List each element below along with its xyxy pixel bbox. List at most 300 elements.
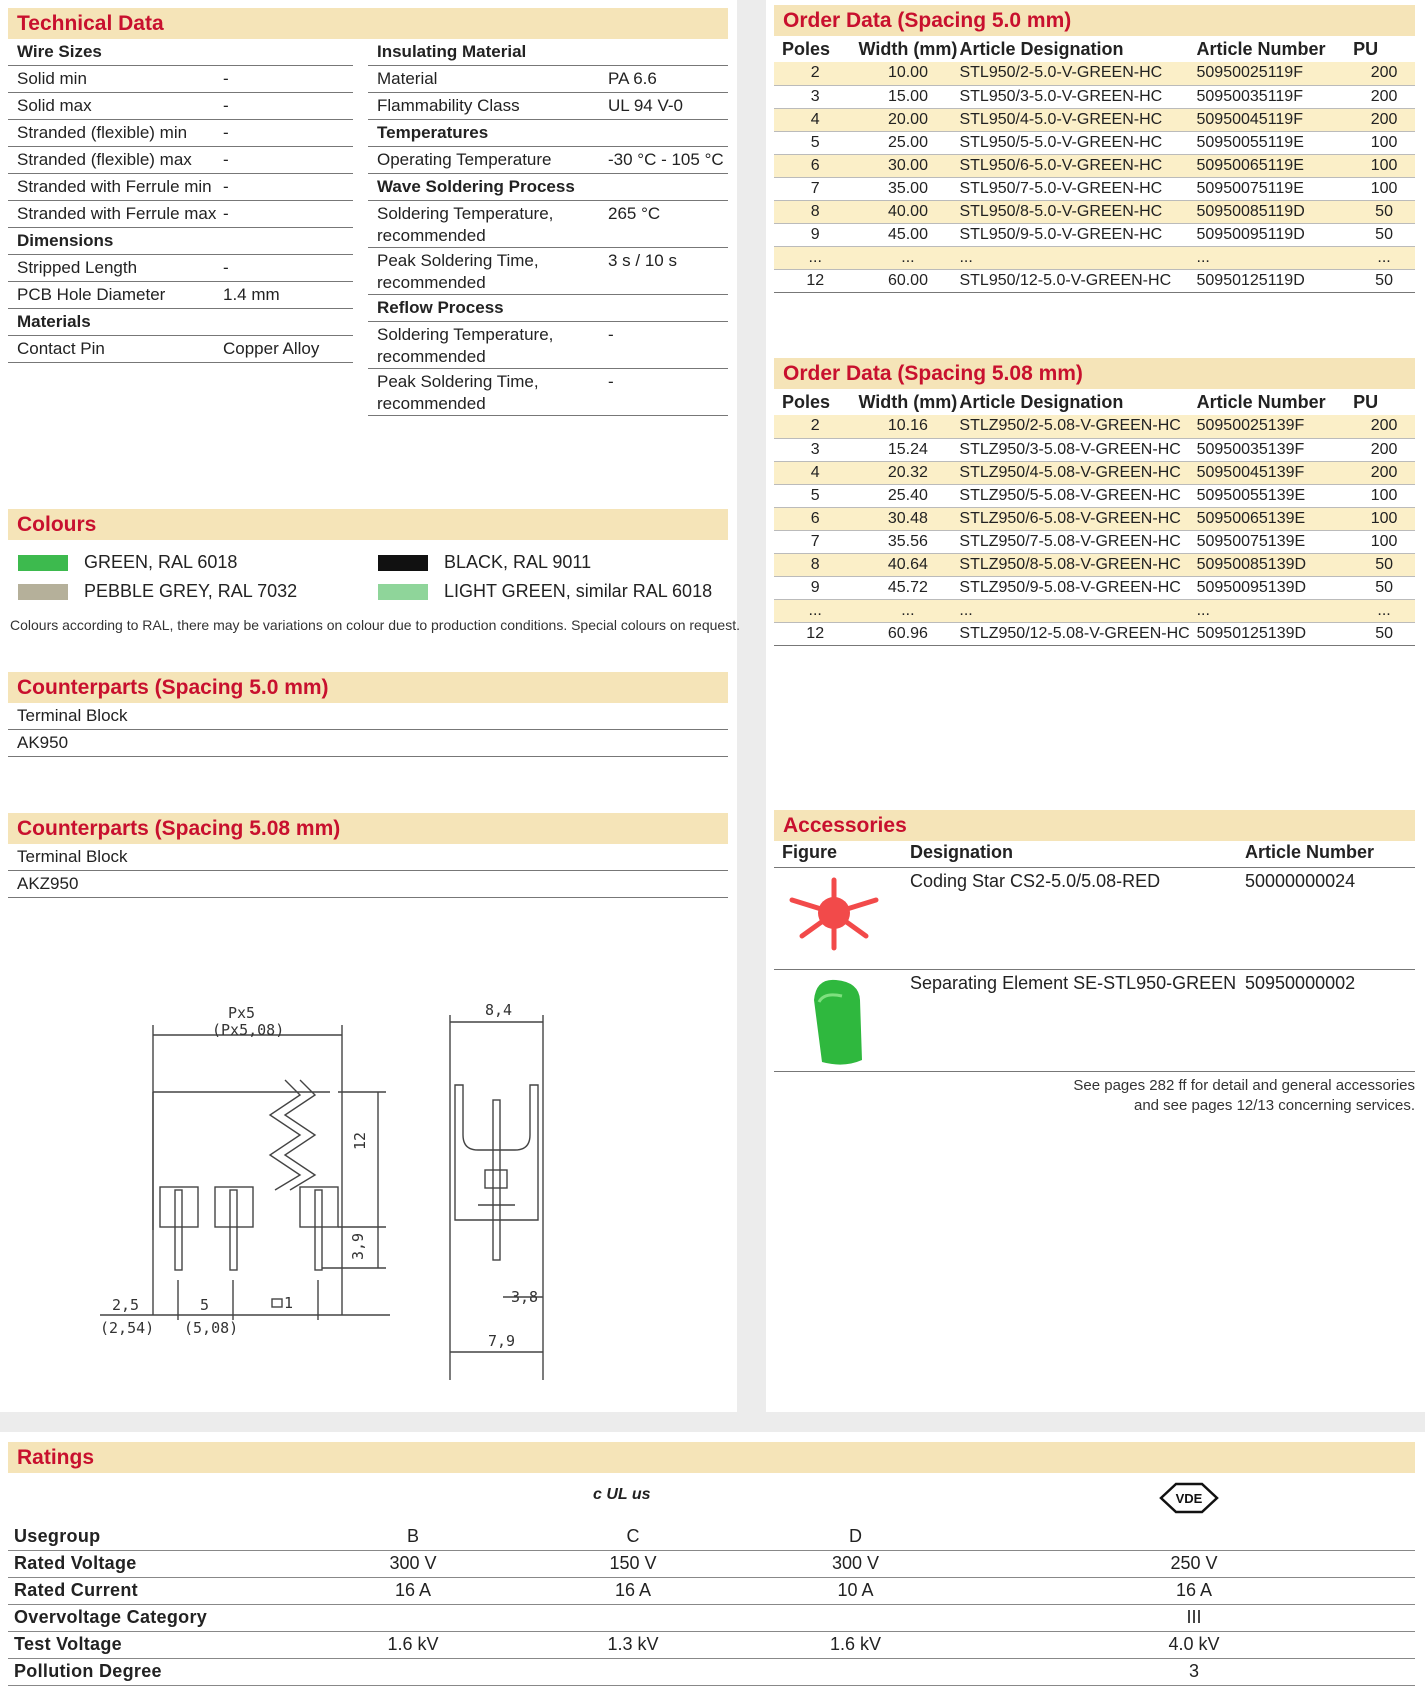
acc-article: 50000000024 xyxy=(1245,871,1356,891)
order-column-header: PU xyxy=(1353,39,1379,59)
rating-value: 10 A xyxy=(738,1577,973,1604)
spec-label: Stripped Length xyxy=(17,258,138,277)
spec-label: Stranded (flexible) min xyxy=(17,123,188,142)
order-cell: STL950/9-5.0-V-GREEN-HC xyxy=(959,223,1196,246)
order-cell: 50 xyxy=(1353,269,1415,292)
order-row xyxy=(774,507,1415,530)
order-cell: 50950055119E xyxy=(1197,131,1354,154)
order-cell: 50 xyxy=(1353,553,1415,576)
order-508-header: Order Data (Spacing 5.08 mm) xyxy=(774,358,1415,389)
section-heading: Materials xyxy=(17,312,91,331)
order-cell: 35.00 xyxy=(856,177,959,200)
spec-row xyxy=(368,93,728,120)
accessories-note-line1: See pages 282 ff for detail and general accessories xyxy=(1073,1077,1415,1094)
acc-col-article: Article Number xyxy=(1245,842,1375,862)
colour-label: PEBBLE GREY, RAL 7032 xyxy=(84,581,298,601)
order-cell: ... xyxy=(959,599,1196,622)
order-cell: 7 xyxy=(774,530,856,553)
spec-row xyxy=(368,201,728,248)
order-cell: 20.32 xyxy=(856,461,959,484)
section-heading: Insulating Material xyxy=(377,42,527,61)
counterpart-value-row xyxy=(8,730,728,757)
rating-label: Pollution Degree xyxy=(8,1658,298,1685)
order-cell: 20.00 xyxy=(856,108,959,131)
ratings-panel xyxy=(0,1432,1425,1701)
front-view xyxy=(100,1025,390,1320)
order-50-table xyxy=(774,37,1415,293)
order-header-row xyxy=(774,390,1415,415)
colour-light-green xyxy=(378,581,712,602)
spec-row xyxy=(8,336,353,363)
order-508-table xyxy=(774,390,1415,646)
section-heading-row xyxy=(8,309,353,336)
rating-label: Test Voltage xyxy=(8,1631,298,1658)
counterpart-label-row xyxy=(8,703,728,730)
ratings-table-wrap xyxy=(8,1523,1415,1686)
order-row xyxy=(774,200,1415,223)
rating-label: Usegroup xyxy=(8,1523,298,1550)
order-cell: ... xyxy=(856,599,959,622)
spec-row xyxy=(8,201,353,228)
rating-value: 300 V xyxy=(298,1550,528,1577)
order-cell: STL950/12-5.0-V-GREEN-HC xyxy=(959,269,1196,292)
separating-element-icon xyxy=(774,970,910,1071)
rating-value: 16 A xyxy=(973,1577,1415,1604)
spec-label: Stranded with Ferrule max xyxy=(17,204,217,223)
spec-row xyxy=(368,369,728,416)
spec-value: 3 s / 10 s xyxy=(608,251,677,270)
section-heading-row xyxy=(8,39,353,66)
order-cell: 200 xyxy=(1353,108,1415,131)
order-cell: 200 xyxy=(1353,461,1415,484)
spec-value xyxy=(223,230,353,254)
spec-value: - xyxy=(223,69,229,88)
rating-value: 300 V xyxy=(738,1550,973,1577)
spec-label: Stranded (flexible) max xyxy=(17,150,192,169)
rating-value xyxy=(528,1658,738,1685)
spec-label: Stranded with Ferrule min xyxy=(17,177,212,196)
section-heading-row xyxy=(368,39,728,66)
order-cell: 7 xyxy=(774,177,856,200)
order-cell: ... xyxy=(1353,246,1415,269)
dim-79: 7,9 xyxy=(488,1332,516,1350)
spec-row xyxy=(8,282,353,309)
technical-left-column xyxy=(8,39,353,363)
spec-row xyxy=(8,66,353,93)
technical-drawing xyxy=(60,990,580,1390)
order-cell: 5 xyxy=(774,484,856,507)
vde-logo xyxy=(1158,1480,1220,1521)
order-cell: 30.48 xyxy=(856,507,959,530)
order-cell: 100 xyxy=(1353,131,1415,154)
order-cell: 200 xyxy=(1353,438,1415,461)
accessories-header-row xyxy=(774,842,1415,868)
order-cell: STLZ950/3-5.08-V-GREEN-HC xyxy=(959,438,1196,461)
order-row xyxy=(774,484,1415,507)
order-cell: 25.00 xyxy=(856,131,959,154)
spec-value: - xyxy=(608,325,614,344)
section-heading-row xyxy=(368,120,728,147)
order-column-header: Article Number xyxy=(1196,39,1326,59)
rating-value: 16 A xyxy=(528,1577,738,1604)
rating-label: Rated Current xyxy=(8,1577,298,1604)
spec-label: Contact Pin xyxy=(17,339,105,358)
spec-label: Peak Soldering Time, recommended xyxy=(377,372,539,413)
side-view xyxy=(450,1015,543,1380)
dim-px508: (Px5,08) xyxy=(212,1021,285,1039)
accessory-row xyxy=(774,868,1415,970)
spec-value: - xyxy=(608,372,614,391)
rating-value: 16 A xyxy=(298,1577,528,1604)
order-row xyxy=(774,461,1415,484)
rating-value xyxy=(738,1604,973,1631)
ratings-row xyxy=(8,1577,1415,1604)
order-header-row xyxy=(774,37,1415,62)
order-cell: STL950/4-5.0-V-GREEN-HC xyxy=(959,108,1196,131)
counterpart-label-row xyxy=(8,844,728,871)
accessories-note-line2: and see pages 12/13 concerning services. xyxy=(1133,1097,1415,1114)
order-50-table-wrap xyxy=(774,37,1415,293)
order-column-header: Article Number xyxy=(1196,392,1326,412)
section-heading: Dimensions xyxy=(17,231,114,250)
rating-value: 1.6 kV xyxy=(298,1631,528,1658)
dim-38: 3,8 xyxy=(511,1288,539,1306)
spec-label: PCB Hole Diameter xyxy=(17,285,166,304)
order-cell: STLZ950/9-5.08-V-GREEN-HC xyxy=(959,576,1196,599)
order-cell: STL950/3-5.0-V-GREEN-HC xyxy=(959,85,1196,108)
rating-value: III xyxy=(973,1604,1415,1631)
order-cell: ... xyxy=(959,246,1196,269)
black-swatch xyxy=(378,555,428,571)
order-cell: 50950045139F xyxy=(1197,461,1354,484)
order-cell: 50950125119D xyxy=(1197,269,1354,292)
ratings-row xyxy=(8,1631,1415,1658)
order-cell: 100 xyxy=(1353,507,1415,530)
order-cell: 50 xyxy=(1353,200,1415,223)
order-cell: 100 xyxy=(1353,154,1415,177)
order-cell: 50950075139E xyxy=(1197,530,1354,553)
order-cell: 100 xyxy=(1353,177,1415,200)
order-column-header: Width (mm) xyxy=(858,39,958,59)
counterpart-label: Terminal Block xyxy=(17,847,128,866)
order-cell: STLZ950/8-5.08-V-GREEN-HC xyxy=(959,553,1196,576)
order-cell: 50 xyxy=(1353,576,1415,599)
order-cell: 50950085119D xyxy=(1197,200,1354,223)
order-cell: 50950025119F xyxy=(1197,62,1354,85)
spec-label: Soldering Temperature, recommended xyxy=(377,204,554,245)
colour-label: LIGHT GREEN, similar RAL 6018 xyxy=(444,581,713,601)
section-heading: Wire Sizes xyxy=(17,42,102,61)
order-cell: 40.00 xyxy=(856,200,959,223)
order-row xyxy=(774,599,1415,622)
order-row xyxy=(774,223,1415,246)
dim-508: (5,08) xyxy=(184,1319,239,1337)
light-green-swatch xyxy=(378,584,428,600)
ratings-row xyxy=(8,1550,1415,1577)
order-cell: 50950095119D xyxy=(1197,223,1354,246)
ratings-row xyxy=(8,1658,1415,1685)
order-cell: 12 xyxy=(774,269,856,292)
order-row xyxy=(774,553,1415,576)
order-cell: 50950055139E xyxy=(1197,484,1354,507)
order-cell: 4 xyxy=(774,461,856,484)
order-508-table-wrap xyxy=(774,390,1415,646)
order-50-header: Order Data (Spacing 5.0 mm) xyxy=(774,5,1415,36)
order-row xyxy=(774,108,1415,131)
order-cell: STLZ950/4-5.08-V-GREEN-HC xyxy=(959,461,1196,484)
spec-value: - xyxy=(223,150,229,169)
section-heading: Reflow Process xyxy=(377,298,504,317)
colours-header: Colours xyxy=(8,509,728,540)
section-heading-row xyxy=(8,228,353,255)
spec-value xyxy=(223,311,353,335)
acc-col-figure: Figure xyxy=(782,842,838,862)
spec-value xyxy=(608,297,728,321)
order-cell: 10.16 xyxy=(856,415,959,438)
accessories-note xyxy=(774,1076,1415,1116)
accessories-table xyxy=(774,842,1415,1116)
section-heading: Temperatures xyxy=(377,123,489,142)
right-panel xyxy=(766,0,1425,1412)
order-cell: STLZ950/7-5.08-V-GREEN-HC xyxy=(959,530,1196,553)
rating-value xyxy=(738,1658,973,1685)
order-cell: 8 xyxy=(774,200,856,223)
order-cell: 15.24 xyxy=(856,438,959,461)
spec-label: Solid min xyxy=(17,69,87,88)
counterparts-50-header: Counterparts (Spacing 5.0 mm) xyxy=(8,672,728,703)
dim-84: 8,4 xyxy=(485,1001,513,1019)
rating-value: B xyxy=(298,1523,528,1550)
order-cell: 9 xyxy=(774,576,856,599)
spec-label: Solid max xyxy=(17,96,92,115)
dim-12: 12 xyxy=(351,1131,369,1150)
spec-row xyxy=(368,322,728,369)
acc-designation: Separating Element SE-STL950-GREEN xyxy=(910,973,1237,993)
dim-254: (2,54) xyxy=(100,1319,155,1337)
dim-px5: Px5 xyxy=(228,1004,256,1022)
spec-value: 1.4 mm xyxy=(223,285,280,304)
spec-value: - xyxy=(223,204,229,223)
spec-value xyxy=(223,41,353,65)
order-cell: 4 xyxy=(774,108,856,131)
ratings-row xyxy=(8,1523,1415,1550)
spec-value: Copper Alloy xyxy=(223,339,320,358)
order-cell: 50950075119E xyxy=(1197,177,1354,200)
order-row xyxy=(774,246,1415,269)
accessories-header: Accessories xyxy=(774,810,1415,841)
colour-label: GREEN, RAL 6018 xyxy=(84,552,238,572)
rating-value xyxy=(973,1523,1415,1550)
colour-black xyxy=(378,552,591,573)
ul-logo xyxy=(593,1486,651,1504)
order-cell: 50950035139F xyxy=(1197,438,1354,461)
order-row xyxy=(774,131,1415,154)
section-heading: Wave Soldering Process xyxy=(377,177,575,196)
order-row xyxy=(774,177,1415,200)
spec-value: - xyxy=(223,177,229,196)
order-row xyxy=(774,269,1415,292)
rating-value xyxy=(528,1604,738,1631)
order-cell: 8 xyxy=(774,553,856,576)
order-cell: 100 xyxy=(1353,530,1415,553)
order-row xyxy=(774,85,1415,108)
spec-label: Peak Soldering Time, recommended xyxy=(377,251,539,292)
order-cell: 12 xyxy=(774,622,856,645)
vde-logo-text: VDE xyxy=(1175,1491,1203,1506)
order-cell: 200 xyxy=(1353,62,1415,85)
green-swatch xyxy=(18,555,68,571)
ul-logo-text: c UL us xyxy=(593,1486,651,1503)
spec-row xyxy=(8,93,353,120)
spec-label: Operating Temperature xyxy=(377,150,552,169)
spec-value: -30 °C - 105 °C xyxy=(608,150,724,169)
order-cell: STL950/7-5.0-V-GREEN-HC xyxy=(959,177,1196,200)
order-column-header: Width (mm) xyxy=(858,392,958,412)
counterparts-50-list xyxy=(8,703,728,757)
order-cell: STLZ950/5-5.08-V-GREEN-HC xyxy=(959,484,1196,507)
order-cell: STLZ950/6-5.08-V-GREEN-HC xyxy=(959,507,1196,530)
spec-label: Material xyxy=(377,69,438,88)
order-cell: 30.00 xyxy=(856,154,959,177)
spec-value: UL 94 V-0 xyxy=(608,96,683,115)
order-cell: 6 xyxy=(774,507,856,530)
order-column-header: PU xyxy=(1353,392,1379,412)
order-cell: ... xyxy=(774,599,856,622)
order-cell: 50950045119F xyxy=(1197,108,1354,131)
spec-row xyxy=(8,174,353,201)
order-cell: 6 xyxy=(774,154,856,177)
colour-label: BLACK, RAL 9011 xyxy=(444,552,592,572)
ratings-header: Ratings xyxy=(8,1442,1415,1473)
spec-row xyxy=(368,248,728,295)
counterparts-508-list xyxy=(8,844,728,898)
order-row xyxy=(774,576,1415,599)
counterpart-value: AK950 xyxy=(17,733,69,752)
spec-value: PA 6.6 xyxy=(608,69,657,88)
counterpart-value: AKZ950 xyxy=(17,874,79,893)
colour-pebble-grey xyxy=(18,581,297,602)
spec-row xyxy=(8,147,353,174)
accessory-row xyxy=(774,970,1415,1072)
order-cell: 5 xyxy=(774,131,856,154)
rating-value: 150 V xyxy=(528,1550,738,1577)
dim-39: 3,9 xyxy=(349,1232,367,1260)
order-cell: ... xyxy=(774,246,856,269)
dim-25: 2,5 xyxy=(112,1296,140,1314)
order-cell: 50950125139D xyxy=(1197,622,1354,645)
order-row xyxy=(774,154,1415,177)
dim-1: 1 xyxy=(284,1294,294,1312)
coding-star-icon xyxy=(774,868,910,969)
section-heading-row xyxy=(368,174,728,201)
dim-5: 5 xyxy=(200,1296,210,1314)
order-cell: 2 xyxy=(774,62,856,85)
spec-row xyxy=(368,66,728,93)
technical-data-header: Technical Data xyxy=(8,8,728,39)
order-cell: 9 xyxy=(774,223,856,246)
rating-value: D xyxy=(738,1523,973,1550)
order-row xyxy=(774,530,1415,553)
rating-value: 250 V xyxy=(973,1550,1415,1577)
order-row xyxy=(774,415,1415,438)
spec-value xyxy=(608,122,728,146)
order-cell: STL950/8-5.0-V-GREEN-HC xyxy=(959,200,1196,223)
technical-right-column xyxy=(368,39,728,416)
acc-designation: Coding Star CS2-5.0/5.08-RED xyxy=(910,871,1161,891)
ratings-table xyxy=(8,1523,1415,1686)
order-cell: STL950/5-5.0-V-GREEN-HC xyxy=(959,131,1196,154)
order-cell: STLZ950/12-5.08-V-GREEN-HC xyxy=(959,622,1196,645)
spec-value: - xyxy=(223,96,229,115)
order-cell: 3 xyxy=(774,85,856,108)
order-cell: STLZ950/2-5.08-V-GREEN-HC xyxy=(959,415,1196,438)
spec-value: 265 °C xyxy=(608,204,661,223)
rating-value: 1.6 kV xyxy=(738,1631,973,1658)
order-column-header: Article Designation xyxy=(959,392,1124,412)
rating-value xyxy=(298,1604,528,1631)
order-cell: 50950085139D xyxy=(1197,553,1354,576)
order-cell: 40.64 xyxy=(856,553,959,576)
order-cell: 15.00 xyxy=(856,85,959,108)
spec-row xyxy=(368,147,728,174)
order-cell: 35.56 xyxy=(856,530,959,553)
order-cell: ... xyxy=(856,246,959,269)
order-cell: 10.00 xyxy=(856,62,959,85)
spec-row xyxy=(8,255,353,282)
rating-label: Overvoltage Category xyxy=(8,1604,298,1631)
spec-value: - xyxy=(223,123,229,142)
order-cell: ... xyxy=(1197,246,1354,269)
left-panel xyxy=(0,0,740,1412)
order-cell: 45.72 xyxy=(856,576,959,599)
section-heading-row xyxy=(368,295,728,322)
order-cell: 50 xyxy=(1353,223,1415,246)
order-column-header: Article Designation xyxy=(959,39,1124,59)
spec-row xyxy=(8,120,353,147)
rating-label: Rated Voltage xyxy=(8,1550,298,1577)
ratings-row xyxy=(8,1604,1415,1631)
counterparts-508-header: Counterparts (Spacing 5.08 mm) xyxy=(8,813,728,844)
order-cell: 60.00 xyxy=(856,269,959,292)
spec-value xyxy=(608,176,728,200)
spec-value xyxy=(608,41,728,65)
order-row xyxy=(774,622,1415,645)
order-cell: ... xyxy=(1197,599,1354,622)
counterpart-value-row xyxy=(8,871,728,898)
spec-label: Soldering Temperature, recommended xyxy=(377,325,554,366)
colour-green xyxy=(18,552,237,573)
order-cell: 3 xyxy=(774,438,856,461)
counterpart-label: Terminal Block xyxy=(17,706,128,725)
acc-col-designation: Designation xyxy=(910,842,1014,862)
rating-value: 4.0 kV xyxy=(973,1631,1415,1658)
order-cell: STL950/2-5.0-V-GREEN-HC xyxy=(959,62,1196,85)
colours-note: Colours according to RAL, there may be variations on colour due to production conditions. Special colours on request. xyxy=(10,617,740,633)
order-row xyxy=(774,438,1415,461)
order-cell: 25.40 xyxy=(856,484,959,507)
rating-value xyxy=(298,1658,528,1685)
acc-article: 50950000002 xyxy=(1245,973,1356,993)
order-row xyxy=(774,62,1415,85)
spec-value: - xyxy=(223,258,229,277)
rating-value: 1.3 kV xyxy=(528,1631,738,1658)
rating-value: 3 xyxy=(973,1658,1415,1685)
order-cell: ... xyxy=(1353,599,1415,622)
order-column-header: Poles xyxy=(782,39,831,59)
order-cell: 45.00 xyxy=(856,223,959,246)
order-cell: 100 xyxy=(1353,484,1415,507)
order-cell: 50950095139D xyxy=(1197,576,1354,599)
